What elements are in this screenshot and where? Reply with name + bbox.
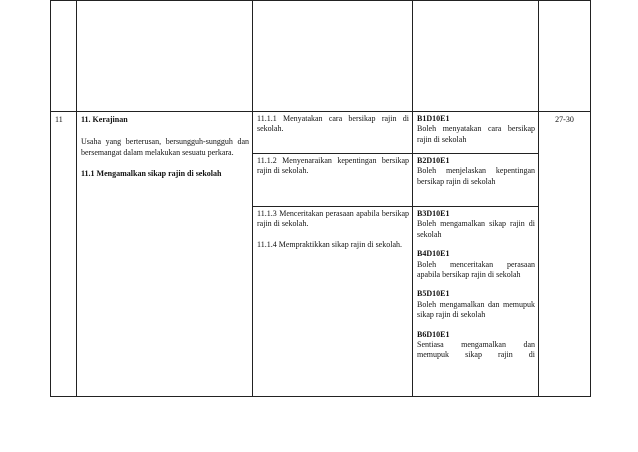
performance-text: Boleh mengamalkan sikap rajin di sekolah [417, 219, 535, 239]
table-cell [253, 1, 413, 112]
performance-level-cell [413, 112, 539, 397]
performance-block [413, 207, 538, 396]
learning-outcome-code: 11.1.3 [257, 209, 277, 218]
learning-outcome-code: 11.1.4 [257, 239, 277, 249]
performance-text: Sentiasa mengamalkan dan memupuk sikap rajin di [417, 340, 535, 360]
time-allocation: 27-30 [539, 112, 591, 397]
table-row [51, 112, 591, 397]
learning-outcome-text: Menyenaraikan kepentingan bersikap rajin di sekolah. [257, 156, 410, 176]
performance-code: B1D10E1 [417, 114, 450, 123]
learning-outcome [257, 114, 409, 135]
performance-code: B6D10E1 [417, 329, 450, 339]
content-standard-cell [77, 112, 253, 397]
learning-outcomes-cell [253, 112, 413, 397]
learning-outcome-code: 11.1.1 [257, 114, 277, 123]
learning-outcome-text: Menceritakan perasaan apabila bersikap rajin di sekolah. [257, 209, 410, 229]
table-cell [51, 1, 77, 112]
performance-code: B5D10E1 [417, 289, 450, 299]
performance-text: Boleh menceritakan perasaan apabila bersikap rajin di sekolah [417, 259, 535, 280]
performance-code: B4D10E1 [417, 249, 450, 259]
performance-code: B3D10E1 [417, 209, 450, 218]
performance-block [413, 154, 538, 207]
standard-subtitle: 11.1 Mengamalkan sikap rajin di sekolah [81, 169, 222, 179]
standard-description: Usaha yang berterusan, bersungguh-sungguh dan bersemangat dalam melakukan sesuatu perkara. [81, 137, 249, 157]
learning-outcome [257, 240, 409, 250]
curriculum-table [50, 0, 591, 397]
standard-title: 11. Kerajinan [81, 115, 128, 124]
table-cell [77, 1, 253, 112]
performance-text: Boleh mengamalkan dan memupuk sikap rajin di sekolah [417, 299, 535, 320]
performance-text: Boleh menyatakan cara bersikap rajin di sekolah [417, 124, 535, 144]
learning-outcome [257, 156, 409, 177]
performance-code: B2D10E1 [417, 156, 450, 165]
learning-outcome-text: Menyatakan cara bersikap rajin di sekolah. [257, 114, 410, 134]
learning-outcome-text: Mempraktikkan sikap rajin di sekolah. [278, 239, 403, 249]
table-row-blank [51, 1, 591, 112]
table-cell [539, 1, 591, 112]
performance-text: Boleh menjelaskan kepentingan bersikap rajin di sekolah [417, 166, 535, 186]
learning-outcome-block [253, 154, 412, 207]
table-cell [413, 1, 539, 112]
learning-outcome-block [253, 112, 412, 154]
row-number: 11 [51, 112, 77, 397]
performance-block [413, 112, 538, 154]
learning-outcome-block [253, 207, 412, 396]
learning-outcome [257, 209, 409, 230]
learning-outcome-code: 11.1.2 [257, 156, 277, 165]
